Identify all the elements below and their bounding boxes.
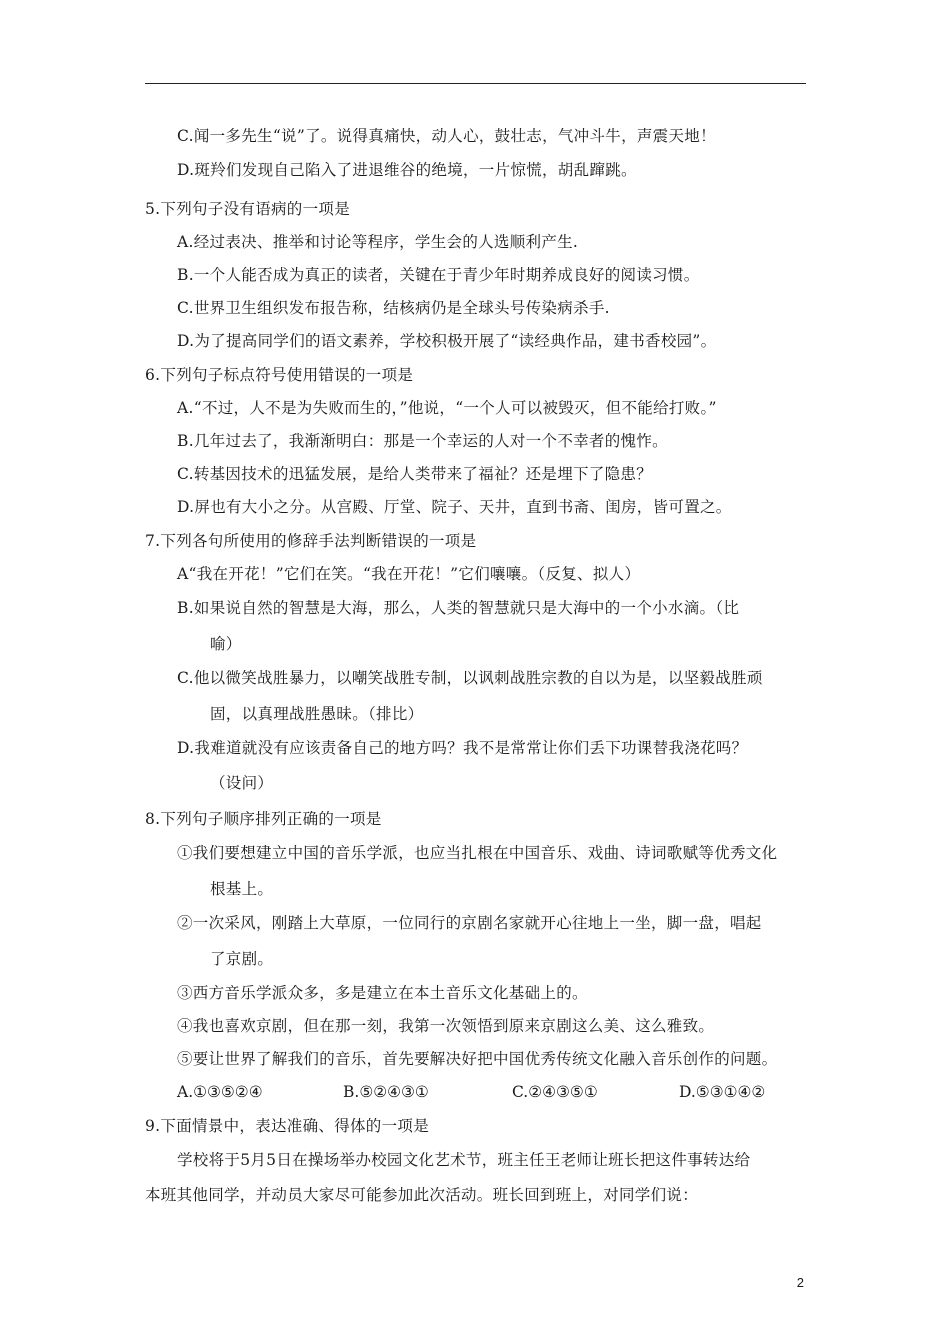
q7-option-d-line1: D.我难道就没有应该责备自己的地方吗？我不是常常让你们丢下功课替我浇花吗？ [177, 739, 748, 757]
q6-stem: 6.下列句子标点符号使用错误的一项是 [145, 366, 414, 384]
q9-stem: 9.下面情景中，表达准确、得体的一项是 [145, 1117, 429, 1135]
q5-option-c: C.世界卫生组织发布报告称，结核病仍是全球头号传染病杀手. [177, 299, 610, 317]
q8-option-d: D.⑤③①④② [679, 1083, 766, 1101]
q7-option-c-line2: 固，以真理战胜愚昧。（排比） [210, 705, 424, 723]
q8-sentence-4: ④我也喜欢京剧，但在那一刻，我第一次领悟到原来京剧这么美、这么雅致。 [177, 1017, 715, 1035]
page-number: 2 [796, 1275, 804, 1290]
q7-option-c-line1: C.他以微笑战胜暴力，以嘲笑战胜专制，以讽刺战胜宗教的自以为是，以坚毅战胜顽 [177, 669, 763, 687]
q8-sentence-2-line1: ②一次采风，刚踏上大草原，一位同行的京剧名家就开心往地上一坐，脚一盘，唱起 [177, 914, 762, 932]
q5-option-a: A.经过表决、推举和讨论等程序，学生会的人选顺利产生. [177, 233, 579, 251]
q4-option-c: C.闻一多先生“说”了。说得真痛快，动人心，鼓壮志，气冲斗牛，声震天地！ [177, 127, 716, 145]
q9-paragraph-line1: 学校将于5月5日在操场举办校园文化艺术节，班主任王老师让班长把这件事转达给 [177, 1151, 751, 1169]
q8-option-c: C.②④③⑤① [512, 1083, 598, 1101]
q8-option-a: A.①③⑤②④ [177, 1083, 263, 1101]
q6-option-a: A.“不过，人不是为失败而生的，”他说，“一个人可以被毁灭，但不能给打败。” [177, 399, 717, 417]
q6-option-b: B.几年过去了，我渐渐明白：那是一个幸运的人对一个不幸者的愧怍。 [177, 432, 668, 450]
header-rule [145, 83, 806, 84]
q8-option-b: B.⑤②④③① [343, 1083, 429, 1101]
q5-stem: 5.下列句子没有语病的一项是 [145, 200, 350, 218]
q7-option-a: A“我在开花！”它们在笑。“我在开花！”它们嚷嚷。（反复、拟人） [177, 565, 641, 583]
q7-option-b-line1: B.如果说自然的智慧是大海，那么，人类的智慧就只是大海中的一个小水滴。（比 [177, 599, 740, 617]
q9-paragraph-line2: 本班其他同学，并动员大家尽可能参加此次活动。班长回到班上，对同学们说： [145, 1186, 699, 1204]
q7-stem: 7.下列各句所使用的修辞手法判断错误的一项是 [145, 532, 477, 550]
q8-sentence-1-line1: ①我们要想建立中国的音乐学派，也应当扎根在中国音乐、戏曲、诗词歌赋等优秀文化 [177, 844, 778, 862]
q8-sentence-3: ③西方音乐学派众多，多是建立在本土音乐文化基础上的。 [177, 984, 588, 1002]
q4-option-d: D.斑羚们发现自己陷入了进退维谷的绝境，一片惊慌，胡乱蹿跳。 [177, 161, 637, 179]
q7-option-d-line2: （设问） [210, 774, 274, 792]
q8-sentence-1-line2: 根基上。 [210, 880, 274, 898]
q6-option-c: C.转基因技术的迅猛发展，是给人类带来了福祉？还是埋下了隐患？ [177, 465, 653, 483]
q8-sentence-2-line2: 了京剧。 [210, 950, 274, 968]
q8-sentence-5: ⑤要让世界了解我们的音乐，首先要解决好把中国优秀传统文化融入音乐创作的问题。 [177, 1050, 778, 1068]
q7-option-b-line2: 喻） [210, 635, 242, 653]
q8-stem: 8.下列句子顺序排列正确的一项是 [145, 810, 382, 828]
q5-option-d: D.为了提高同学们的语文素养，学校积极开展了“读经典作品，建书香校园”。 [177, 332, 717, 350]
q6-option-d: D.屏也有大小之分。从宫殿、厅堂、院子、天井，直到书斋、闺房，皆可置之。 [177, 498, 732, 516]
q5-option-b: B.一个人能否成为真正的读者，关键在于青少年时期养成良好的阅读习惯。 [177, 266, 700, 284]
